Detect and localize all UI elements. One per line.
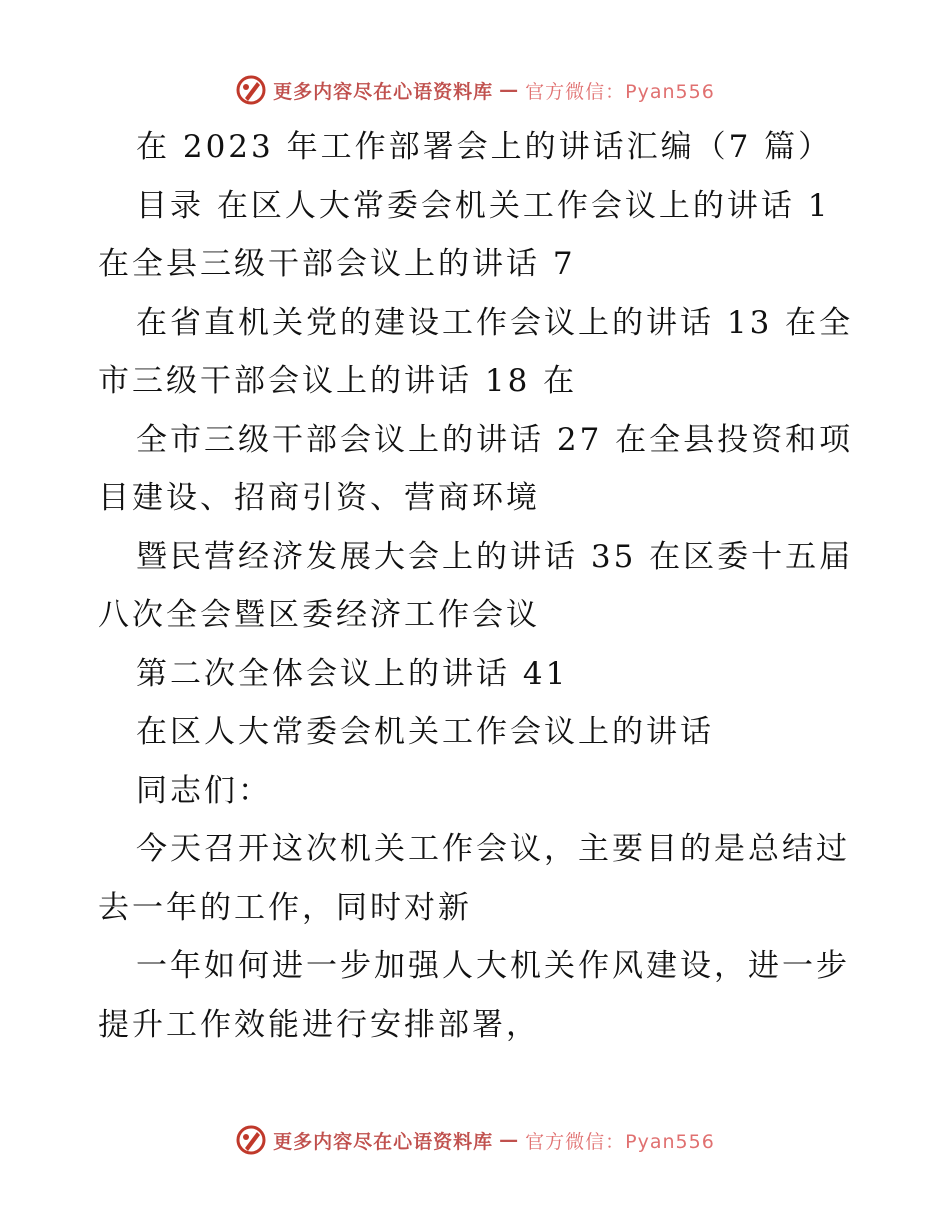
toc-line: 全市三级干部会议上的讲话 27 在全县投资和项 <box>136 421 854 458</box>
toc-line: 第二次全体会议上的讲话 41 <box>136 655 569 692</box>
watermark-contact: 官方微信：Pyan556 <box>525 1130 715 1153</box>
toc-line: 在省直机关党的建设工作会议上的讲话 13 在全 <box>136 304 854 341</box>
document-title: 在 2023 年工作部署会上的讲话汇编（7 篇） <box>136 129 833 165</box>
footer-watermark <box>0 1124 950 1156</box>
watermark-dash: — <box>499 1129 520 1151</box>
paragraph-line: 一年如何进一步加强人大机关作风建设，进一步 <box>136 948 850 984</box>
document-body <box>98 118 858 1054</box>
section-heading: 在区人大常委会机关工作会议上的讲话 <box>136 714 714 750</box>
header-watermark <box>0 74 950 106</box>
paragraph-line: 提升工作效能进行安排部署， <box>98 1006 540 1043</box>
watermark-main-text: 更多内容尽在心语资料库 <box>273 1130 494 1153</box>
watermark-dash: — <box>499 79 520 101</box>
pen-circle-logo-icon <box>235 1124 267 1156</box>
pen-circle-logo-icon <box>235 74 267 106</box>
watermark-contact: 官方微信：Pyan556 <box>525 80 715 103</box>
toc-line: 八次全会暨区委经济工作会议 <box>98 597 540 633</box>
toc-line: 市三级干部会议上的讲话 18 在 <box>98 363 578 399</box>
paragraph-line: 今天召开这次机关工作会议，主要目的是总结过 <box>136 831 850 867</box>
toc-line: 目录 在区人大常委会机关工作会议上的讲话 1 <box>136 187 831 224</box>
toc-line: 暨民营经济发展大会上的讲话 35 在区委十五届 <box>136 538 854 575</box>
salutation: 同志们： <box>136 772 272 809</box>
toc-line: 在全县三级干部会议上的讲话 7 <box>98 246 576 282</box>
toc-line: 目建设、招商引资、营商环境 <box>98 480 540 516</box>
paragraph-line: 去一年的工作，同时对新 <box>98 889 472 926</box>
watermark-main-text: 更多内容尽在心语资料库 <box>273 80 494 103</box>
